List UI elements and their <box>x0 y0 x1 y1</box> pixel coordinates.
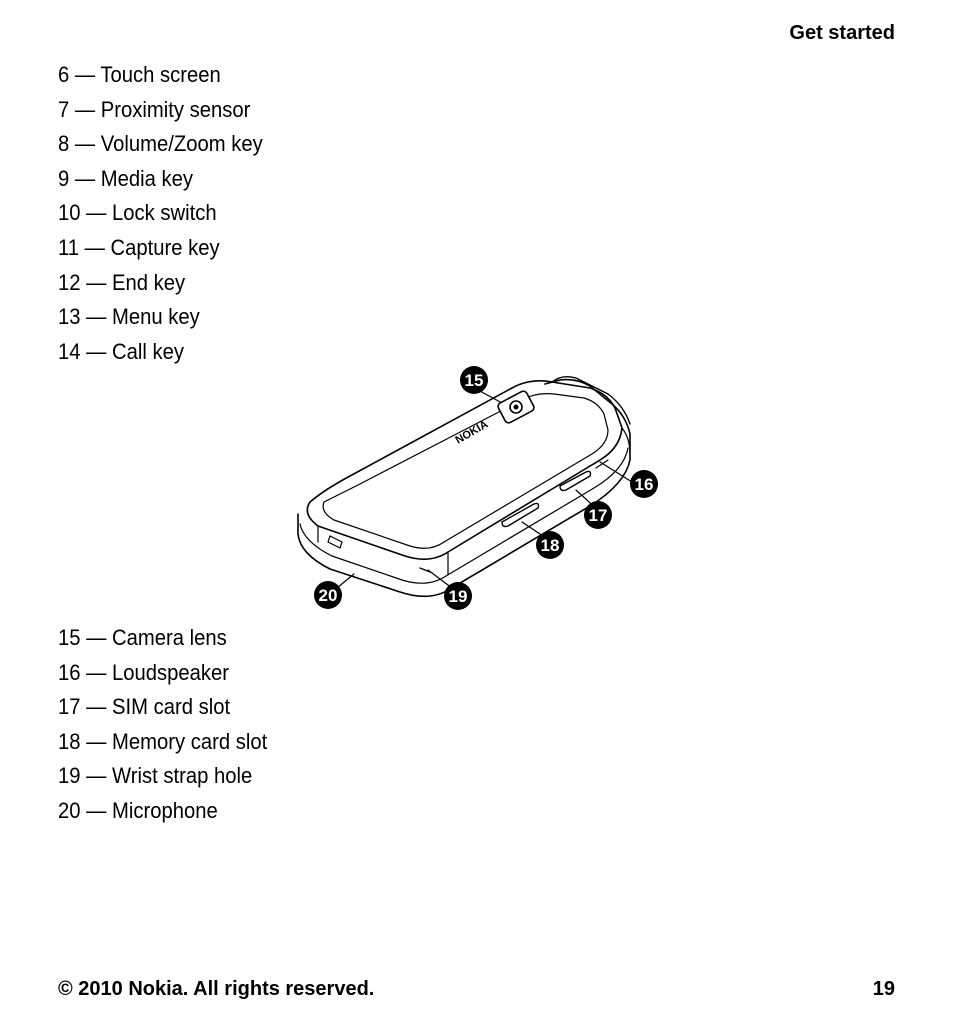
svg-text:19: 19 <box>448 587 468 606</box>
part-item-8: 8 — Volume/Zoom key <box>58 131 263 157</box>
part-item-11: 11 — Capture key <box>58 234 220 260</box>
phone-back-illustration <box>290 364 670 616</box>
camera-lens <box>497 390 536 424</box>
parts-list-back <box>58 621 285 829</box>
part-item-20: 20 — Microphone <box>58 797 218 823</box>
part-item-19: 19 — Wrist strap hole <box>58 763 253 789</box>
part-item-7: 7 — Proximity sensor <box>58 96 251 122</box>
part-item-17: 17 — SIM card slot <box>58 694 231 720</box>
callout-17 <box>584 501 612 529</box>
svg-text:18: 18 <box>540 536 560 555</box>
part-item-6: 6 — Touch screen <box>58 62 221 87</box>
part-item-10: 10 — Lock switch <box>58 200 217 226</box>
callout-16 <box>630 470 658 498</box>
copyright-notice: © 2010 Nokia. All rights reserved. <box>58 978 375 1000</box>
phone-shell <box>298 380 630 597</box>
part-item-14: 14 — Call key <box>58 338 184 364</box>
callout-18 <box>536 531 564 559</box>
back-cover <box>307 381 622 559</box>
page-number: 19 <box>872 978 895 1000</box>
part-item-9: 9 — Media key <box>58 165 193 191</box>
part-item-12: 12 — End key <box>58 269 186 295</box>
section-title: Get started <box>789 22 895 44</box>
part-item-16: 16 — Loudspeaker <box>58 659 230 685</box>
svg-text:17: 17 <box>588 506 608 525</box>
callout-15 <box>460 366 488 394</box>
svg-text:20: 20 <box>318 586 338 605</box>
svg-text:16: 16 <box>634 475 654 494</box>
brand-logo: NOKIA <box>453 418 491 447</box>
part-item-13: 13 — Menu key <box>58 304 200 330</box>
callout-20 <box>314 581 342 609</box>
svg-text:15: 15 <box>464 371 484 390</box>
callout-19 <box>444 582 472 610</box>
parts-list-front <box>58 58 281 369</box>
part-item-15: 15 — Camera lens <box>58 625 227 650</box>
memory-card-slot <box>502 504 539 527</box>
microphone-port <box>328 536 342 548</box>
part-item-18: 18 — Memory card slot <box>58 728 268 754</box>
